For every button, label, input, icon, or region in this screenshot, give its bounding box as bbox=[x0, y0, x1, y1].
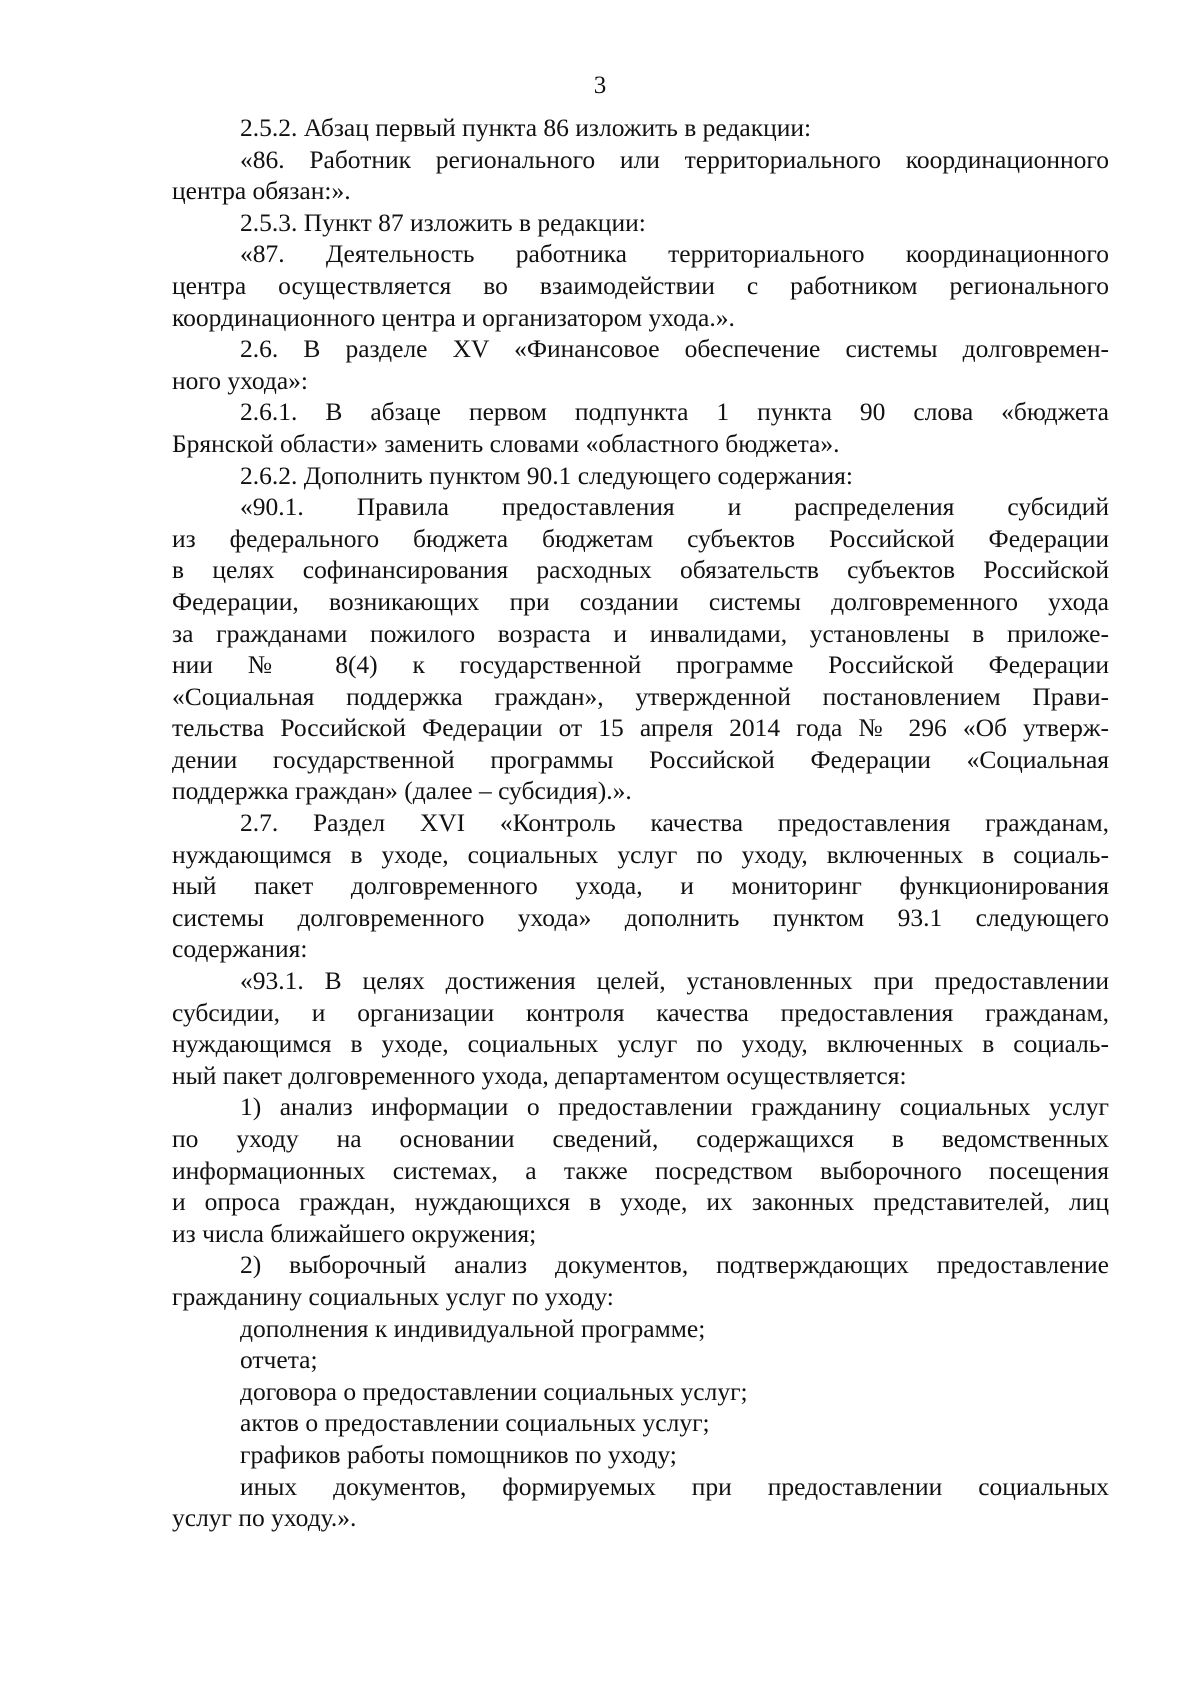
text-line: центра осуществляется во взаимодействии с работником регионального bbox=[172, 270, 1109, 300]
text-line: 2.6. В разделе XV «Финансовое обеспечение системы долговремен- bbox=[240, 334, 1109, 364]
text-line: содержания: bbox=[172, 934, 308, 964]
text-line: «90.1. Правила предоставления и распределения субсидий bbox=[240, 492, 1109, 522]
text-line: центра обязан:». bbox=[172, 176, 351, 206]
text-line: 2.7. Раздел XVI «Контроль качества предоставления гражданам, bbox=[240, 808, 1109, 838]
text-line: графиков работы помощников по уходу; bbox=[240, 1439, 677, 1469]
text-line: Брянской области» заменить словами «областного бюджета». bbox=[172, 428, 840, 458]
text-line: за гражданами пожилого возраста и инвалидами, установлены в приложе- bbox=[172, 618, 1109, 648]
text-line: информационных системах, а также посредством выборочного посещения bbox=[172, 1155, 1109, 1185]
text-line: нуждающимся в уходе, социальных услуг по уходу, включенных в социаль- bbox=[172, 839, 1109, 869]
text-line: системы долговременного ухода» дополнить пунктом 93.1 следующего bbox=[172, 902, 1109, 932]
text-line: дополнения к индивидуальной программе; bbox=[240, 1313, 706, 1343]
text-line: из федерального бюджета бюджетам субъектов Российской Федерации bbox=[172, 523, 1109, 553]
document-body bbox=[172, 112, 1109, 1534]
text-line: дении государственной программы Российской Федерации «Социальная bbox=[172, 744, 1109, 774]
text-line: из числа ближайшего окружения; bbox=[172, 1218, 537, 1248]
text-line: нии № 8(4) к государственной программе Российской Федерации bbox=[172, 650, 1109, 680]
text-line: ного ухода»: bbox=[172, 365, 309, 395]
text-line: «93.1. В целях достижения целей, установленных при предоставлении bbox=[240, 966, 1109, 996]
text-line: субсидии, и организации контроля качества предоставления гражданам, bbox=[172, 997, 1109, 1027]
text-line: 2.5.2. Абзац первый пункта 86 изложить в редакции: bbox=[240, 113, 812, 142]
text-line: услуг по уходу.». bbox=[172, 1503, 357, 1533]
text-line: координационного центра и организатором ухода.». bbox=[172, 302, 735, 332]
text-line: гражданину социальных услуг по уходу: bbox=[172, 1281, 614, 1311]
text-line: в целях софинансирования расходных обязательств субъектов Российской bbox=[172, 555, 1109, 585]
text-line: по уходу на основании сведений, содержащихся в ведомственных bbox=[172, 1124, 1109, 1153]
text-line: «87. Деятельность работника территориального координационного bbox=[240, 239, 1109, 269]
text-line: иных документов, формируемых при предоставлении социальных bbox=[240, 1471, 1109, 1501]
text-line: и опроса граждан, нуждающихся в уходе, их законных представителей, лиц bbox=[172, 1187, 1109, 1217]
text-line: ный пакет долговременного ухода, департаментом осуществляется: bbox=[172, 1060, 907, 1090]
page-number: 3 bbox=[593, 72, 607, 99]
text-line: 2.6.2. Дополнить пунктом 90.1 следующего содержания: bbox=[240, 460, 853, 490]
text-line: актов о предоставлении социальных услуг; bbox=[240, 1408, 710, 1438]
text-line: «Социальная поддержка граждан», утвержденной постановлением Прави- bbox=[172, 681, 1109, 711]
text-line: нуждающимся в уходе, социальных услуг по уходу, включенных в социаль- bbox=[172, 1029, 1109, 1059]
text-line: договора о предоставлении социальных услуг; bbox=[240, 1376, 748, 1406]
text-line: «86. Работник регионального или территориального координационного bbox=[240, 144, 1109, 174]
text-line: 2) выборочный анализ документов, подтверждающих предоставление bbox=[240, 1250, 1109, 1280]
text-line: поддержка граждан» (далее – субсидия).». bbox=[172, 776, 632, 806]
text-line: тельства Российской Федерации от 15 апреля 2014 года № 296 «Об утверж- bbox=[172, 713, 1109, 743]
text-line: 2.6.1. В абзаце первом подпункта 1 пункта 90 слова «бюджета bbox=[240, 397, 1109, 427]
text-line: Федерации, возникающих при создании системы долговременного ухода bbox=[172, 586, 1109, 616]
text-line: отчета; bbox=[240, 1345, 318, 1375]
text-line: 1) анализ информации о предоставлении гражданину социальных услуг bbox=[240, 1092, 1109, 1122]
text-line: 2.5.3. Пункт 87 изложить в редакции: bbox=[240, 207, 646, 237]
text-line: ный пакет долговременного ухода, и мониторинг функционирования bbox=[172, 871, 1109, 901]
